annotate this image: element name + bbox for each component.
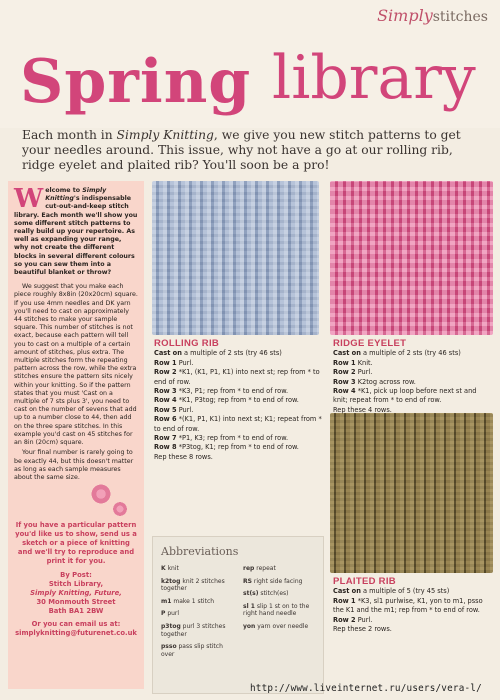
pattern-row: Row 7 *P1, K3; rep from * to end of row. [154,434,289,443]
address-line: Stitch Library, [48,580,104,588]
flower-decoration [112,501,128,517]
ridge-eyelet-pattern [333,339,493,415]
pattern-row: Row 4 *K1, P3tog; rep from * to end of row. [154,396,299,405]
sidebar-paragraph-2: We suggest that you make each piece roughly 8x8in (20x20cm) square. If you use 4mm needles and DK yarn you'll need to cast on approximately 44 stitches to make your sample square. This number of stitches is not exact, because each pattern will tell you to cast on a multiple of a certain amount of stitches, plus extra. The multiple stitches form the repeating pattern across the row, while the extra stitches ensure the pattern sits nicely within your knitting. So if the pattern states that you must 'Cast on a multiple of 7 sts plus 3', you need to cast on the number of sevens that add up to a number close to 44, then add on the three spare stitches. In this example you'd cast on 45 stitches for an 8in (20cm) square. [14,283,138,447]
brand-logo: Simplystitches [377,6,488,25]
rolling-rib-swatch [152,181,319,335]
pattern-heading: RIDGE EYELET [333,338,407,349]
abbreviation-entry: sl 1 slip 1 st on to the right hand needle [243,602,310,618]
pattern-row: Row 3 K2tog across row. [333,377,416,386]
title-library: library [272,43,476,113]
address-line: 30 Monmouth Street [36,598,116,606]
source-url[interactable]: http://www.liveinternet.ru/users/vera-l/ [250,683,482,694]
pattern-row: Cast on a multiple of 2 sts (try 46 sts) [333,349,461,358]
abbreviations-title: Abbreviations [161,545,239,558]
flower-decoration [90,483,112,505]
abbreviation-entry: m1 make 1 stitch [161,597,215,605]
pattern-row: Row 3 *K3, P1; rep from * to end of row. [154,387,289,396]
abbreviation-entry: psso pass slip stitch over [161,643,223,658]
address-line: Bath BA1 2BW [48,607,104,615]
pattern-row: Row 1 *K3, sl1 purlwise, K1, yon to m1, psso the K1 and the m1; rep from * to end of row. [333,596,483,615]
pattern-row: Row 5 Purl. [154,405,194,414]
abbreviations-box [152,536,324,694]
pattern-row: Row 4 *K1, pick up loop before next st and knit; repeat from * to end of row. [333,387,477,405]
abbreviation-entry: K knit [161,565,179,572]
abbreviation-entry: rep repeat [243,565,276,572]
pattern-row: Row 2 *K1, (K1, P1, K1) into next st; rep from * to end of row. [154,368,320,386]
pattern-row: Row 6 *(K1, P1, K1) into next st; K1; repeat from * to end of row. [154,415,322,433]
plaited-rib-pattern [333,577,493,634]
pattern-row: Cast on a multiple of 2 sts (try 46 sts) [154,349,282,358]
plaited-rib-swatch [330,413,493,573]
intro-paragraph: Each month in Simply Knitting, we give you new stitch patterns to get your needles around. This issue, why not have a go at our rolling rib, ridge eyelet and plaited rib? You'll soon be a pro! [22,128,461,172]
pattern-row: Row 2 Purl. [333,368,373,377]
pattern-row: Row 2 Purl. [333,615,373,624]
sidebar-body [14,184,138,482]
pattern-row: Rep these 4 rows. [333,405,392,414]
pattern-heading: PLAITED RIB [333,576,396,587]
abbreviation-entry: P purl [161,610,180,618]
dropcap: W [14,184,44,214]
abbreviation-entry: yon yarn over needle [243,622,309,630]
sidebar-panel [8,181,144,689]
email-link[interactable]: simplyknitting@futurenet.co.uk [15,629,137,637]
sidebar-welcome: Welcome to Simply Knitting's indispensable cut-out-and-keep stitch library. Each month we'll show you some different stitch patterns to really build up your repertoire. As well as expanding your range, why not create the different blocks in several different colours so you can sew them into a beautiful blanket or throw? [14,184,138,277]
pattern-row: Row 1 Purl. [154,358,194,367]
post-label: By Post: [60,571,92,579]
abbreviation-entry: k2tog knit 2 stitches together [161,577,225,593]
pattern-row: Rep these 8 rows. [154,452,213,461]
abbreviations-right-column [243,565,319,636]
email-label: Or you can email us at: [31,620,121,628]
title-spring: Spring [20,47,252,117]
pattern-row: Row 1 Knit. [333,358,373,367]
address-line: Simply Knitting, Future, [30,589,122,597]
pattern-row: Cast on a multiple of 5 (try 45 sts) [333,587,450,596]
pattern-row: Rep these 2 rows. [333,625,392,634]
ridge-eyelet-swatch [330,181,493,335]
abbreviation-entry: p3tog purl 3 stitches together [161,622,226,638]
sidebar-paragraph-3: Your final number is rarely going to be exactly 44, but this doesn't matter as long as each sample measures about the same size. [14,449,134,481]
abbreviation-entry: st(s) stitch(es) [243,590,289,598]
contact-block [14,521,138,638]
pattern-heading: ROLLING RIB [154,338,220,349]
abbreviation-entry: RS right side facing [243,577,303,585]
contact-cta: If you have a particular pattern you'd like us to show, send us a sketch or a piece of knitting and we'll try to reproduce and print it for you. [15,521,137,565]
pattern-row: Row 8 *P3tog, K1; rep from * to end of row. [154,443,299,452]
rolling-rib-pattern [154,339,322,462]
abbreviations-left-column [161,565,233,663]
